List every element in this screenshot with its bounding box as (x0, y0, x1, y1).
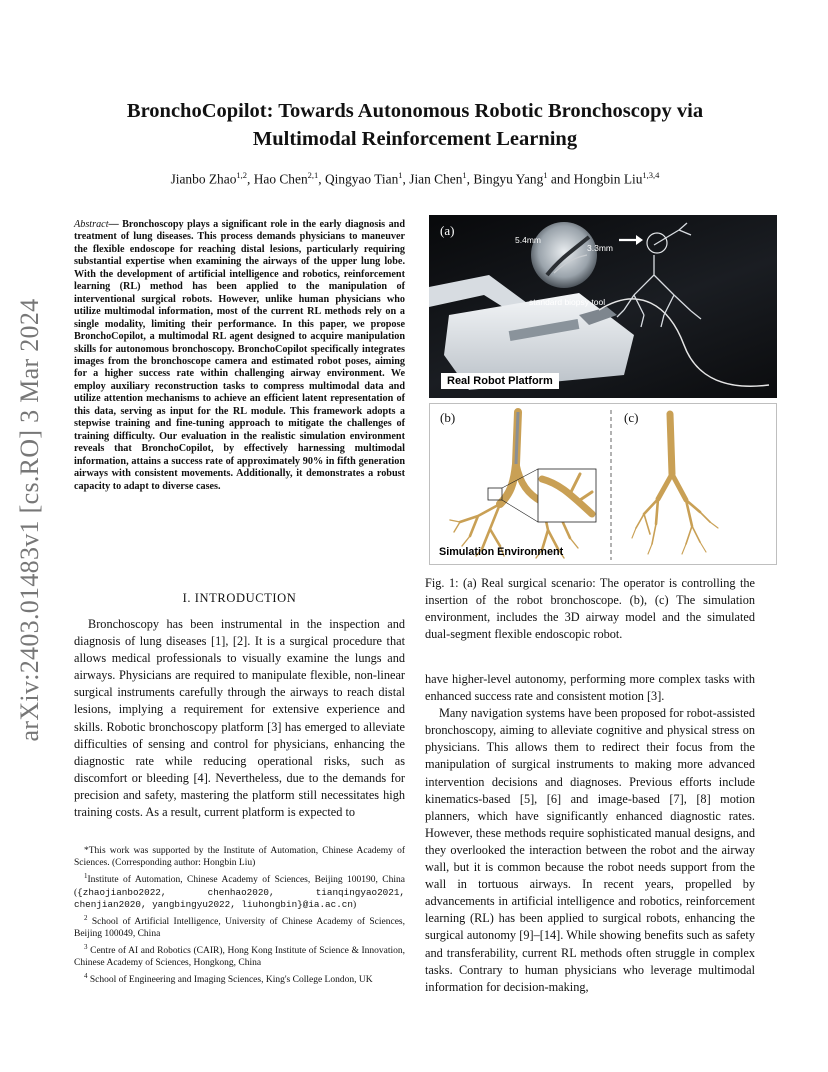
figure-caption: Fig. 1: (a) Real surgical scenario: The operator is controlling the insertion of the robot bronchoscope. (b), (c) The simulation environment, includes the 3D airway model and the simulated dual-segment flexible endoscopic robot. (425, 576, 755, 641)
biopsy-tool-label: standard biopsy tool (529, 297, 606, 307)
simulated-endoscope (516, 412, 518, 464)
author-separator: , (466, 171, 474, 187)
intro-paragraph: Bronchoscopy has been instrumental in the inspection and diagnosis of lung diseases [1], [2]. It is a surgical procedure that allows medical professionals to visually examine the lungs and airways. Physicians are required to manipulate flexible, non-linear surgical instruments carefully through the airways to reach distal lesions, implying a requirement for extensive experience and skills. Robotic bronchoscopy platform [3] has emerged to alleviate difficulties of sensing and control for physicians, enhancing the diagnostic rate while reducing operational risks, such as discomfort or bleeding [4]. Nevertheless, due to the demands for precision and safety, mastering the platform still necessitates high training costs. As a result, current platform is expected to (74, 617, 405, 820)
author-affiliation: 1 (398, 170, 403, 180)
zoom-connector-bottom (502, 500, 538, 522)
author-affiliation: 1,3,4 (642, 170, 660, 180)
author-name: Hao Chen (253, 171, 308, 187)
author-affiliation: 1 (462, 170, 467, 180)
footnote-text: Centre of AI and Robotics (CAIR), Hong Kong Institute of Science & Innovation, Chinese Academy of Sciences, Hongkong, China (74, 946, 405, 968)
figure-panel-real-robot (429, 215, 777, 398)
dimension-label-outer: 5.4mm (515, 235, 541, 245)
abstract-lead: Abstract (74, 219, 109, 230)
pointer-arrow-head (636, 235, 643, 245)
footnote-emails: {zhaojianbo2022, chenhao2020, tianqingyao2021, chenjian2020, yangbingyu2022, liuhongbin}@ia.ac.cn (74, 886, 405, 911)
author-name: Jianbo Zhao (170, 171, 237, 187)
simulation-tag: Simulation Environment (439, 546, 564, 558)
author-name: Hongbin Liu (573, 171, 643, 187)
dimension-label-inner: 3.3mm (587, 243, 613, 253)
paper-title: BronchoCopilot: Towards Autonomous Robotic Bronchoscopy via Multimodal Reinforcement Learning (126, 100, 704, 150)
author-name: Bingyu Yang (473, 171, 544, 187)
footnote-marker: 2 (84, 914, 88, 923)
footnote-marker: 4 (84, 971, 88, 980)
author-name: Qingyao Tian (324, 171, 399, 187)
footnote-marker: 1 (84, 871, 88, 880)
arxiv-stamp-text: arXiv:2403.01483v1 [cs.RO] 3 Mar 2024 (15, 298, 44, 742)
footnote-text: School of Engineering and Imaging Sciences, King's College London, UK (87, 974, 373, 985)
footnote-affiliation-4 (74, 971, 405, 987)
author-separator: , (247, 171, 254, 187)
right-column-body (425, 671, 755, 996)
footnote-affiliation-1 (74, 871, 405, 913)
footnote-text: Institute of Automation, Chinese Academy of Sciences, Beijing 100190, China ( (74, 874, 405, 898)
airway-tree-c (632, 414, 718, 554)
panel-label-a: (a) (440, 223, 455, 238)
footnote-funding: *This work was supported by the Institute of Automation, Chinese Academy of Sciences. (Corresponding author: Hongbin Liu) (74, 846, 405, 868)
body-paragraph: Many navigation systems have been proposed for robot-assisted bronchoscopy, aiming to alleviate cognitive and physical stress on physicians. This allows them to redirect their focus from the manipulation of surgical instruments to making more advanced intervention decisions and diagnoses. Previous efforts include kinematics-based [5], [6] and image-based [7], [8] motion planners, which have significantly enhanced diagnostic rates. However, these methods require sophisticated manual designs, and they overlooked the interaction between the robot and the airway wall, but it is common because the robot needs support from the wall in tortuous airways. In recent years, propelled by advancements in artificial intelligence and robotics, reinforcement learning (RL) has been applied to surgical robots, enhancing the surgical autonomy [9]–[14]. While showing benefits such as safety and transferability, current RL methods often struggle in complex tasks. Contrary to human physicians who leverage multimodal information for decision-making, (425, 706, 755, 994)
abstract-text: Bronchoscopy plays a significant role in the early diagnosis and treatment of lung diseases. This process demands physicians to maneuver the flexible endoscope for reaching distal lesions, particularly requiring substantial expertise when examining the airways of the upper lung lobe. With the development of artificial intelligence and robotics, reinforcement learning (RL) method has been applied to the manipulation of interventional surgical robots. However, unlike human physicians who utilize multimodal information, most of the current RL methods rely on a single modality, limiting their performance. In this paper, we propose BronchoCopilot, a multimodal RL agent designed to acquire manipulation skills for autonomous bronchoscopy. BronchoCopilot specifically integrates images from the bronchoscope camera and estimated robot poses, aiming for a higher success rate within challenging airway environment. We employ auxiliary reconstruction tasks to compress multimodal data and utilize attention mechanisms to achieve an efficient latent representation of this data, serving as input for the RL module. This framework adopts a stepwise training and fine-tuning approach to mitigate the challenges of training difficulty. Our evaluation in the realistic simulation environment reveals that BronchoCopilot, by effectively harnessing multimodal information, attains a success rate of approximately 90% in fifth generation airways with consistent movements. Additionally, it demonstrates a robust capacity to adapt to diverse cases. (74, 219, 405, 492)
body-paragraph-continued: have higher-level autonomy, performing more complex tasks with enhanced success rate and consistent motion [3]. (425, 672, 755, 704)
lung-airway-model (617, 223, 701, 327)
author-affiliation: 1 (543, 170, 548, 180)
author-affiliation: 2,1 (307, 170, 319, 180)
abstract-dash: — (108, 219, 123, 230)
section-heading: I. INTRODUCTION (182, 591, 297, 605)
abstract (74, 219, 405, 493)
author-list (80, 170, 750, 187)
arxiv-side-stamp (12, 290, 48, 750)
author-separator: , (402, 171, 410, 187)
real-robot-tag: Real Robot Platform (441, 373, 559, 389)
panel-label-b: (b) (440, 410, 456, 425)
simulation-airway-illustration (430, 404, 777, 565)
footnote-affiliation-2 (74, 913, 405, 941)
footnote-marker: 3 (84, 942, 88, 951)
author-separator: and (547, 171, 574, 187)
footnotes (74, 846, 405, 988)
footnote-text: ) (352, 900, 357, 911)
author-affiliation: 1,2 (236, 170, 248, 180)
footnote-text: School of Artificial Intelligence, University of Chinese Academy of Sciences, Beijing 100049, China (74, 917, 405, 940)
zoom-source-box (488, 488, 502, 500)
author-separator: , (318, 171, 325, 187)
footnote-affiliation-3 (74, 942, 405, 970)
panel-label-c: (c) (624, 410, 639, 425)
figure-panel-simulation (429, 403, 777, 565)
author-name: Jian Chen (409, 171, 463, 187)
